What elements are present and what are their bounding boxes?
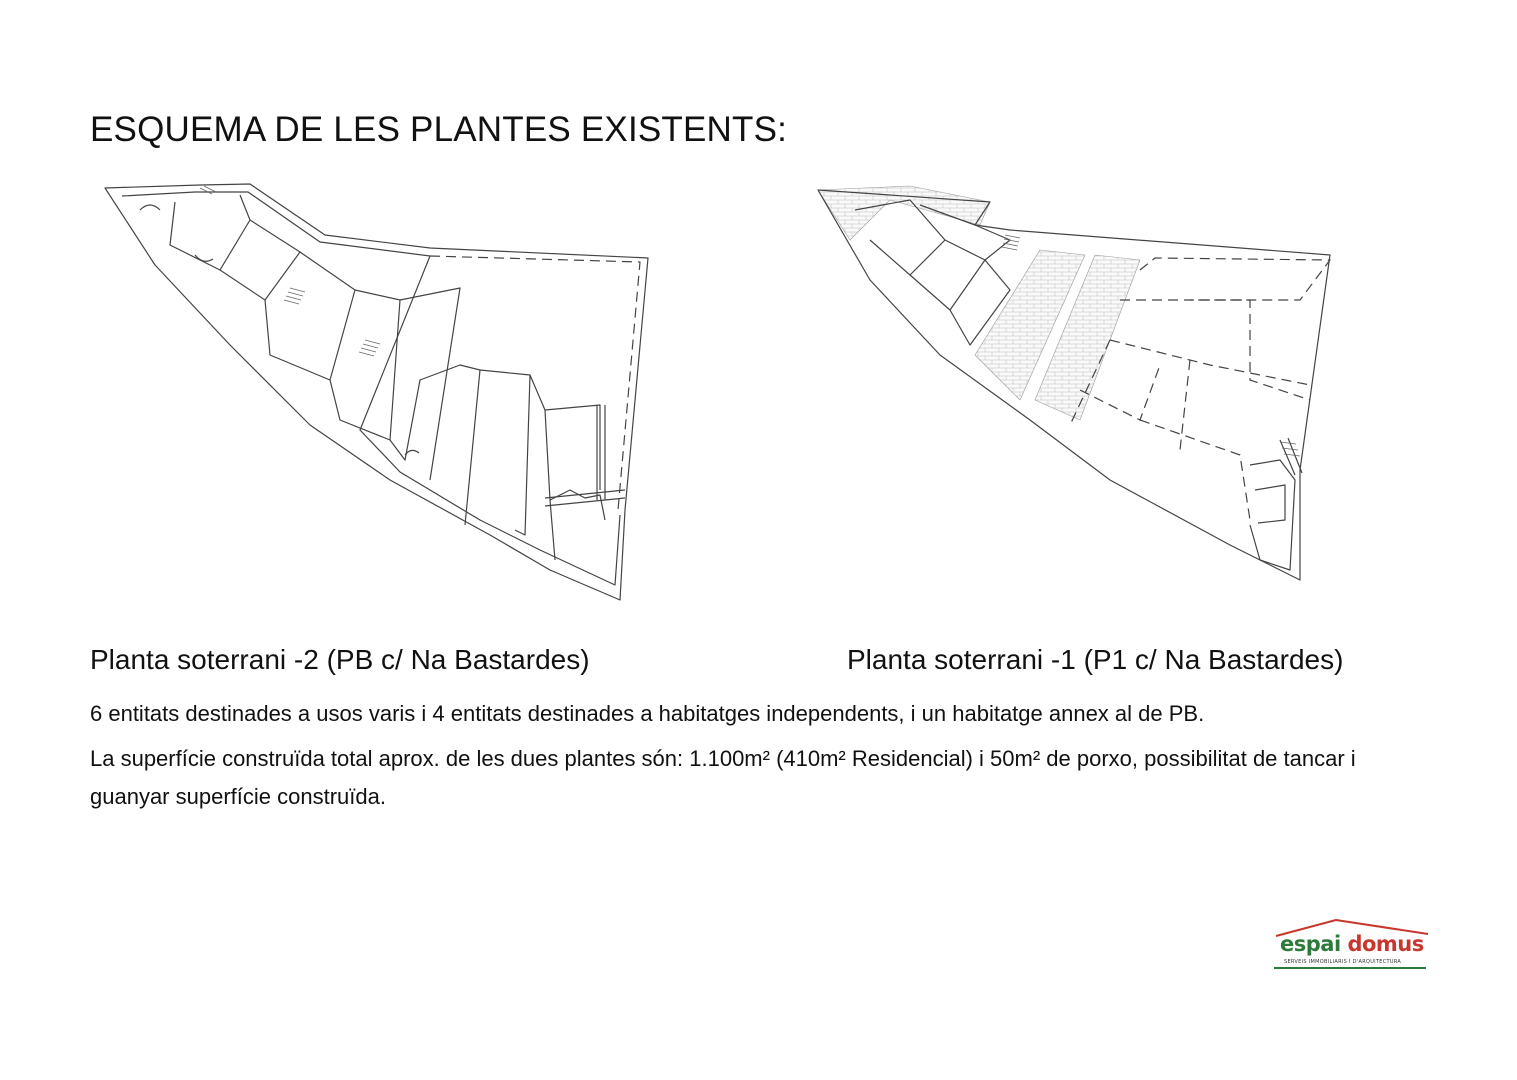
- plan-wall: [545, 490, 625, 498]
- plan-room: [910, 240, 985, 310]
- plan-door: [195, 255, 213, 261]
- plan-caption-left: Planta soterrani -2 (PB c/ Na Bastardes): [90, 644, 590, 675]
- plan-caption-right: Planta soterrani -1 (P1 c/ Na Bastardes): [847, 644, 1344, 675]
- plan-outline: [105, 184, 648, 600]
- floor-plan-soterrani-2: [100, 180, 660, 610]
- plan-room: [480, 370, 530, 535]
- plan-room: [220, 220, 300, 300]
- plan-dashed-wall: [1110, 340, 1310, 385]
- logo-tagline: SERVEIS IMMOBILIARIS I D'ARQUITECTURA: [1284, 959, 1402, 965]
- plan-room: [1255, 485, 1285, 523]
- plan-room: [265, 252, 355, 380]
- logo-wordmark: [1280, 932, 1424, 956]
- plan-door: [140, 205, 160, 210]
- description-entities: 6 entitats destinades a usos varis i 4 entitats destinades a habitatges independents, i un habitatge annex al de PB.: [90, 701, 1205, 726]
- logo-word-domus: domus: [1347, 932, 1424, 956]
- company-logo: [1268, 918, 1434, 976]
- plan-dashed-edge: [430, 256, 640, 510]
- plan-patio-hatch: [818, 186, 990, 240]
- floor-plan-soterrani-1: [810, 180, 1340, 590]
- plan-room: [530, 375, 555, 560]
- plan-room: [1250, 460, 1295, 570]
- plan-inner-wall: [122, 192, 620, 585]
- page-title: ESQUEMA DE LES PLANTES EXISTENTS:: [90, 110, 788, 149]
- plan-wall: [545, 498, 625, 506]
- plan-room: [170, 195, 250, 270]
- plan-room: [545, 405, 600, 490]
- description-surface: La superfície construïda total aprox. de les dues plantes són: 1.100m² (410m² Residencial) i 50m² de porxo, possibilitat de tancar i guanyar superfície construïda.: [90, 746, 1356, 809]
- logo-word-espai: espai: [1280, 932, 1341, 956]
- logo-underline: [1274, 967, 1426, 969]
- plan-dashed-wall: [1140, 258, 1330, 300]
